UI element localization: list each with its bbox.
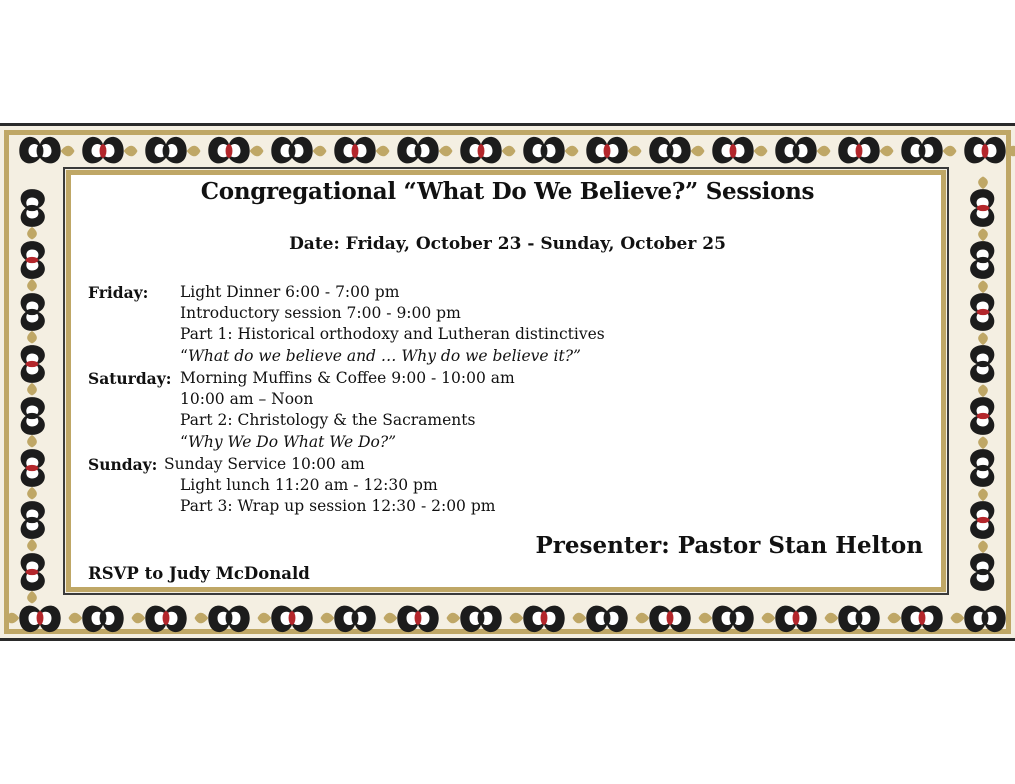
ornament-motif bbox=[132, 606, 187, 633]
ornament-motif bbox=[384, 606, 439, 633]
schedule-item: 10:00 am – Noon bbox=[180, 390, 314, 408]
ornament-motif bbox=[460, 137, 515, 164]
schedule-item: Sunday Service 10:00 am bbox=[164, 455, 365, 473]
ornament-motif bbox=[699, 606, 754, 633]
schedule-item: Part 2: Christology & the Sacraments bbox=[180, 411, 476, 429]
ornament-motif bbox=[586, 137, 641, 164]
ornament-motif bbox=[888, 606, 943, 633]
ornament-motif bbox=[970, 281, 994, 331]
ornament-motif bbox=[69, 606, 124, 633]
ornament-motif bbox=[195, 606, 250, 633]
ornament-motif bbox=[510, 606, 565, 633]
quote-mark: “ bbox=[180, 347, 188, 365]
schedule-item: Morning Muffins & Coffee 9:00 - 10:00 am bbox=[180, 369, 515, 387]
ornament-motif bbox=[82, 137, 137, 164]
ornament-motif bbox=[447, 606, 502, 633]
day-label-friday: Friday: bbox=[88, 283, 149, 302]
ornament-motif bbox=[901, 137, 956, 164]
ornament-motif bbox=[145, 137, 200, 164]
day-label-saturday: Saturday: bbox=[88, 369, 172, 388]
ornament-motif bbox=[397, 137, 452, 164]
ornament-motif bbox=[321, 606, 376, 633]
presenter-line: Presenter: Pastor Stan Helton bbox=[535, 532, 923, 559]
ornament-motif bbox=[951, 606, 1006, 633]
ornament-motif bbox=[762, 606, 817, 633]
day-label-sunday: Sunday: bbox=[88, 455, 158, 474]
schedule-item: Light Dinner 6:00 - 7:00 pm bbox=[180, 283, 400, 301]
ornament-motif bbox=[970, 385, 994, 435]
schedule-item: Light lunch 11:20 am - 12:30 pm bbox=[180, 476, 438, 494]
ornament-motif bbox=[838, 137, 893, 164]
schedule-item: Part 3: Wrap up session 12:30 - 2:00 pm bbox=[180, 497, 496, 515]
quote-text: What do we believe and … Why do we believe it?” bbox=[187, 347, 581, 365]
ornament-motif bbox=[573, 606, 628, 633]
ornament-motif bbox=[258, 606, 313, 633]
schedule-item: Introductory session 7:00 - 9:00 pm bbox=[180, 304, 461, 322]
ornament-motif bbox=[6, 606, 61, 633]
ornament-motif bbox=[636, 606, 691, 633]
ornament-motif bbox=[712, 137, 767, 164]
schedule-item: Part 1: Historical orthodoxy and Lutheran distinctives bbox=[180, 325, 605, 343]
ornament-motif bbox=[970, 541, 994, 591]
rsvp-line: RSVP to Judy McDonald bbox=[88, 564, 310, 583]
ornament-motif bbox=[208, 137, 263, 164]
ornament-motif bbox=[970, 437, 994, 487]
ornament-motif bbox=[649, 137, 704, 164]
ornament-motif bbox=[21, 501, 45, 551]
ornament-motif bbox=[825, 606, 880, 633]
ornament-motif bbox=[964, 137, 1015, 164]
ornament-motif bbox=[334, 137, 389, 164]
ornament-motif bbox=[21, 449, 45, 499]
ornament-motif bbox=[775, 137, 830, 164]
session-quote bbox=[180, 347, 581, 365]
ornament-motif bbox=[970, 333, 994, 383]
ornament-motif bbox=[271, 137, 326, 164]
ornament-motif bbox=[21, 345, 45, 395]
quote-text: Why We Do What We Do?” bbox=[187, 433, 397, 451]
quote-mark: “ bbox=[180, 433, 188, 451]
ornament-motif bbox=[523, 137, 578, 164]
ornament-motif bbox=[19, 137, 74, 164]
ornament-motif bbox=[970, 489, 994, 539]
ornament-motif bbox=[21, 293, 45, 343]
event-date: Date: Friday, October 23 - Sunday, October 25 bbox=[289, 234, 726, 254]
session-quote bbox=[180, 433, 396, 451]
page-title: Congregational “What Do We Believe?” Sessions bbox=[200, 178, 815, 205]
ornament-motif bbox=[21, 553, 45, 603]
ornament-motif bbox=[21, 397, 45, 447]
